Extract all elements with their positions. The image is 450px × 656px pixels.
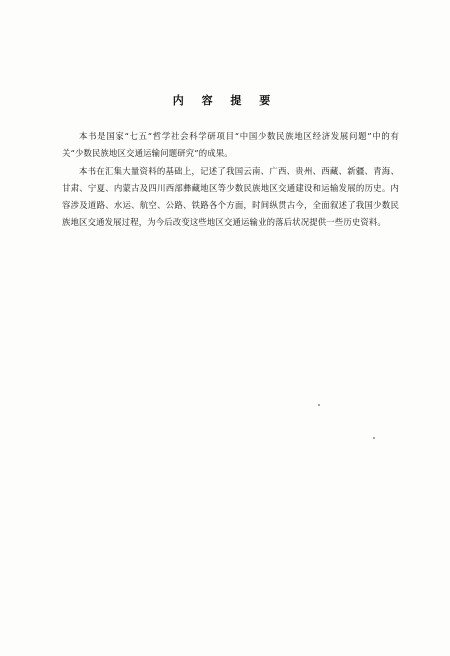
summary-body bbox=[62, 128, 399, 232]
scan-speck bbox=[318, 404, 320, 406]
page-title: 内 容 提 要 bbox=[172, 94, 278, 107]
scan-speck bbox=[373, 437, 375, 439]
summary-paragraph-1: 本书是国家“七五”哲学社会科学研项目“中国少数民族地区经济发展问题”中的有关“少数民族地区交通运输问题研究”的成果。 bbox=[62, 131, 399, 158]
summary-paragraph-2: 本书在汇集大量资料的基础上，记述了我国云南、广西、贵州、西藏、新疆、青海、甘肃、宁夏、内蒙古及四川西部彝藏地区等少数民族地区交通建设和运输发展的历史。内容涉及道路、水运、航空、公路、铁路各个方面，时间纵贯古今，全面叙述了我国少数民族地区交通发展过程，为今后改变这些地区交通运输业的落后状况提供一些历史资料。 bbox=[62, 166, 399, 227]
